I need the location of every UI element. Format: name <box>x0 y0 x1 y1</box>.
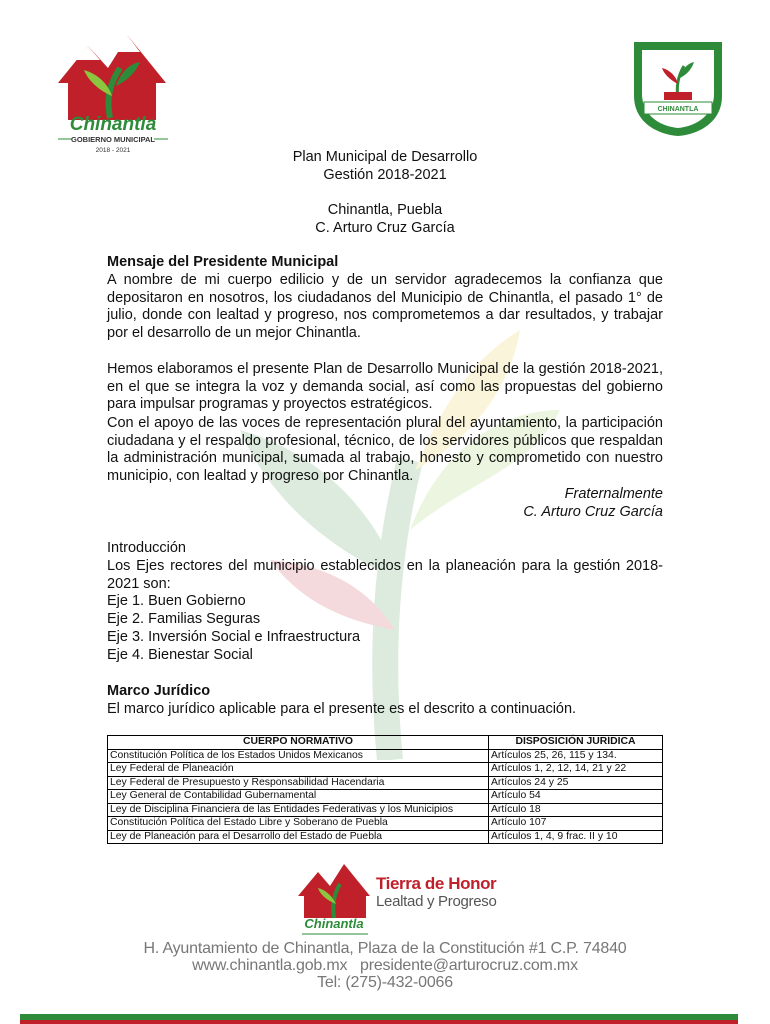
footer-red-bar <box>20 1020 738 1024</box>
table-row <box>108 817 663 831</box>
svg-text:Chinantla: Chinantla <box>69 114 157 135</box>
footer-slogan-secondary: Lealtad y Progreso <box>376 893 497 910</box>
eje-list-item: Eje 1. Buen Gobierno <box>107 593 246 609</box>
document-location: Chinantla, Puebla <box>327 202 443 218</box>
footer-web-email: www.chinantla.gob.mx presidente@arturocruz.com.mx <box>192 957 578 974</box>
mensaje-paragraph-3: Con el apoyo de las voces de representación plural del ayuntamiento, la participación ciudadana y el respaldo profesional, técnico, de los servidores públicos que respaldan la administración municipal, sumada al trabajo, honesto y comprometido con nuestro municipio, con lealtad y progreso por Chinantla. <box>107 415 663 484</box>
column-header-cuerpo: CUERPO NORMATIVO <box>108 736 489 750</box>
document-subtitle: Gestión 2018-2021 <box>323 167 447 183</box>
table-row <box>108 776 663 790</box>
table-cell: Artículo 54 <box>489 790 663 804</box>
table-cell: Ley de Planeación para el Desarrollo del Estado de Puebla <box>108 830 489 844</box>
mensaje-heading: Mensaje del Presidente Municipal <box>107 254 339 270</box>
svg-text:GOBIERNO MUNICIPAL: GOBIERNO MUNICIPAL <box>70 135 156 144</box>
closing-text: Fraternalmente <box>564 486 663 502</box>
legal-framework-table <box>107 735 663 844</box>
table-row <box>108 803 663 817</box>
table-cell: Artículos 1, 4, 9 frac. II y 10 <box>489 830 663 844</box>
mensaje-paragraph-2: Hemos elaboramos el presente Plan de Desarrollo Municipal de la gestión 2018-2021, en el que se integra la voz y demanda social, así como las propuestas del gobierno para impulsar programas y proyectos estratégicos. <box>107 361 663 413</box>
shield-emblem-icon <box>630 38 726 138</box>
footer-phone: Tel: (275)-432-0066 <box>317 974 453 991</box>
eje-list-item: Eje 4. Bienestar Social <box>107 647 253 663</box>
table-cell: Ley de Disciplina Financiera de las Entidades Federativas y los Municipios <box>108 803 489 817</box>
introduccion-heading: Introducción <box>107 540 186 556</box>
svg-text:Chinantla: Chinantla <box>304 916 364 931</box>
mensaje-paragraph-1: A nombre de mi cuerpo edilicio y de un servidor agradecemos la confianza que depositaron en nosotros, los ciudadanos del Municipio de Chinantla, el pasado 1° de julio, donde con lealtad y progreso, nos comprometemos a dar resultados, y trabajar por el desarrollo de un mejor Chinantla. <box>107 272 663 341</box>
column-header-disposicion: DISPOSICIÓN JURÍDICA <box>489 736 663 750</box>
table-cell: Artículo 18 <box>489 803 663 817</box>
eje-list-item: Eje 2. Familias Seguras <box>107 611 261 627</box>
table-cell: Artículos 1, 2, 12, 14, 21 y 22 <box>489 763 663 777</box>
table-cell: Artículos 24 y 25 <box>489 776 663 790</box>
footer-address: H. Ayuntamiento de Chinantla, Plaza de la Constitución #1 C.P. 74840 <box>143 940 627 957</box>
table-header-row <box>108 736 663 750</box>
table-cell: Constitución Política de los Estados Unidos Mexicanos <box>108 749 489 763</box>
table-cell: Artículos 25, 26, 115 y 134. <box>489 749 663 763</box>
table-cell: Ley Federal de Presupuesto y Responsabilidad Hacendaria <box>108 776 489 790</box>
marco-text: El marco jurídico aplicable para el presente es el descrito a continuación. <box>107 701 577 717</box>
table-cell: Constitución Política del Estado Libre y Soberano de Puebla <box>108 817 489 831</box>
table-cell: Artículo 107 <box>489 817 663 831</box>
footer-slogan-primary: Tierra de Honor <box>376 874 497 893</box>
table-cell: Ley General de Contabilidad Gubernamental <box>108 790 489 804</box>
signature-text: C. Arturo Cruz García <box>523 504 663 520</box>
table-row <box>108 749 663 763</box>
document-title: Plan Municipal de Desarrollo <box>292 149 478 165</box>
svg-text:2018 - 2021: 2018 - 2021 <box>95 147 131 154</box>
table-row <box>108 790 663 804</box>
document-author: C. Arturo Cruz García <box>315 220 455 236</box>
municipal-logo <box>48 28 178 156</box>
table-row <box>108 763 663 777</box>
eje-list-item: Eje 3. Inversión Social e Infraestructura <box>107 629 361 645</box>
marco-heading: Marco Jurídico <box>107 683 211 699</box>
table-cell: Ley Federal de Planeación <box>108 763 489 777</box>
svg-text:CHINANTLA: CHINANTLA <box>657 106 699 113</box>
introduccion-text: Los Ejes rectores del municipio establecidos en la planeación para la gestión 2018-2021 son: <box>107 558 663 592</box>
table-row <box>108 830 663 844</box>
